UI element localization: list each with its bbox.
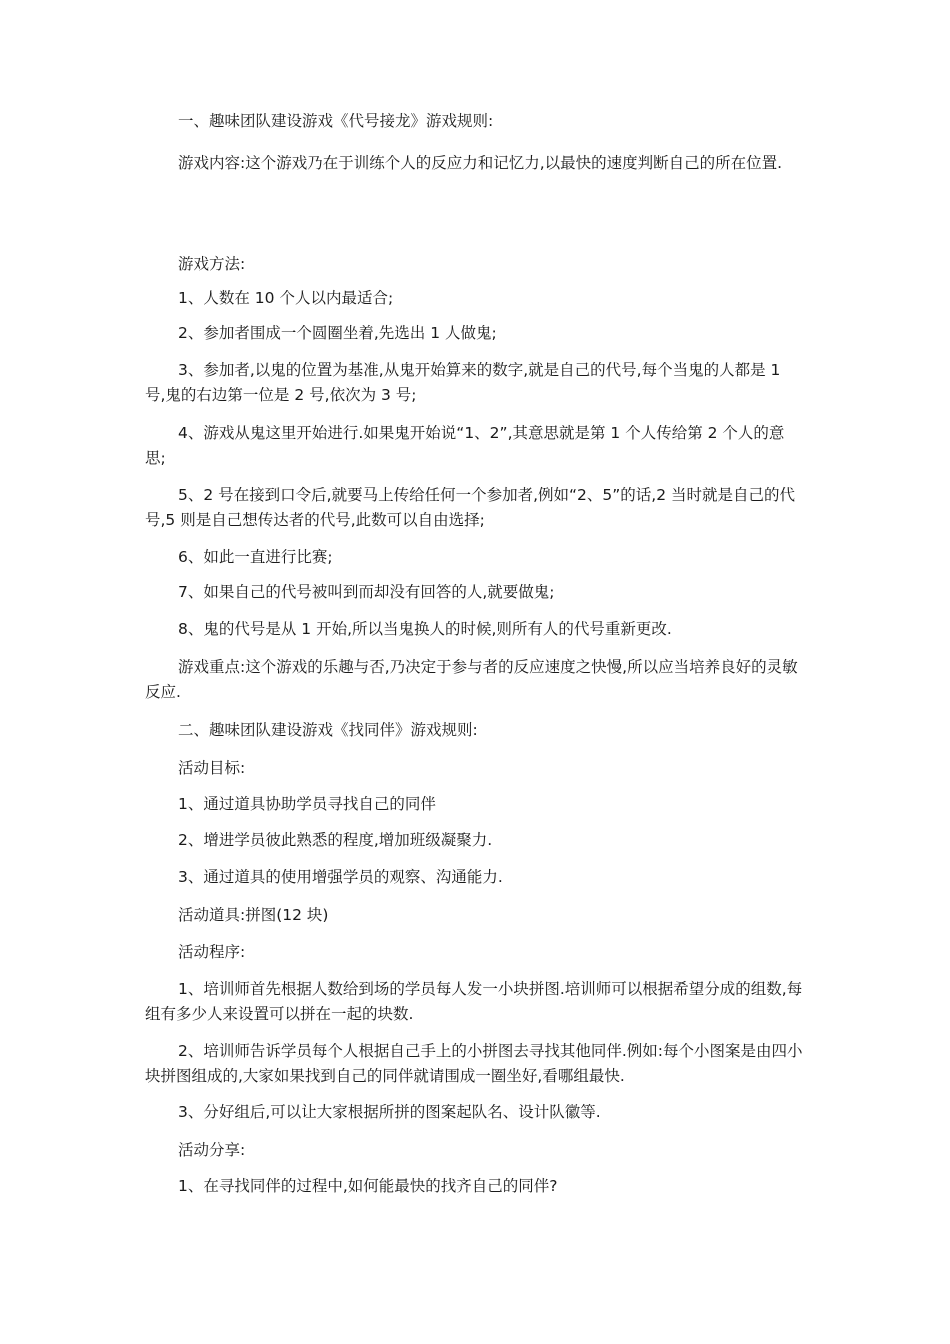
procedure-item-1: 1、培训师首先根据人数给到场的学员每人发一小块拼图.培训师可以根据希望分成的组数,每组有多少人来设置可以拼在一起的块数. (145, 980, 803, 1023)
game-key-points-paragraph: 游戏重点:这个游戏的乐趣与否,乃决定于参与者的反应速度之快慢,所以应当培养良好的灵敏反应. (145, 658, 798, 701)
method-item-1: 1、人数在 10 个人以内最适合; (178, 289, 394, 307)
method-item-7: 7、如果自己的代号被叫到而却没有回答的人,就要做鬼; (178, 583, 555, 601)
method-item-3: 3、参加者,以鬼的位置为基准,从鬼开始算来的数字,就是自己的代号,每个当鬼的人都是 1 号,鬼的右边第一位是 2 号,依次为 3 号; (145, 361, 781, 404)
procedure-item-3: 3、分好组后,可以让大家根据所拼的图案起队名、设计队徽等. (178, 1103, 601, 1121)
game-content-paragraph: 游戏内容:这个游戏乃在于训练个人的反应力和记忆力,以最快的速度判断自己的所在位置. (178, 154, 783, 172)
activity-props-paragraph: 活动道具:拼图(12 块) (178, 906, 329, 924)
method-item-4: 4、游戏从鬼这里开始进行.如果鬼开始说“1、2”,其意思就是第 1 个人传给第 2 个人的意思; (145, 424, 785, 467)
goal-item-3: 3、通过道具的使用增强学员的观察、沟通能力. (178, 868, 503, 886)
activity-procedure-label: 活动程序: (178, 943, 246, 961)
activity-sharing-label: 活动分享: (178, 1141, 246, 1159)
procedure-item-2: 2、培训师告诉学员每个人根据自己手上的小拼图去寻找其他同伴.例如:每个小图案是由四小块拼图组成的,大家如果找到自己的同伴就请围成一圈坐好,看哪组最快. (145, 1042, 803, 1085)
sharing-item-1: 1、在寻找同伴的过程中,如何能最快的找齐自己的同伴? (178, 1177, 558, 1195)
section-2-heading: 二、趣味团队建设游戏《找同伴》游戏规则: (178, 721, 478, 739)
method-item-5: 5、2 号在接到口令后,就要马上传给任何一个参加者,例如“2、5”的话,2 当时就是自己的代号,5 则是自己想传达者的代号,此数可以自由选择; (145, 486, 796, 529)
goal-item-1: 1、通过道具协助学员寻找自己的同伴 (178, 795, 436, 813)
method-item-2: 2、参加者围成一个圆圈坐着,先选出 1 人做鬼; (178, 324, 497, 342)
method-item-8: 8、鬼的代号是从 1 开始,所以当鬼换人的时候,则所有人的代号重新更改. (178, 620, 672, 638)
method-item-6: 6、如此一直进行比赛; (178, 548, 333, 566)
game-method-label: 游戏方法: (178, 255, 246, 273)
section-1-heading: 一、趣味团队建设游戏《代号接龙》游戏规则: (178, 112, 494, 130)
goal-item-2: 2、增进学员彼此熟悉的程度,增加班级凝聚力. (178, 831, 493, 849)
activity-goal-label: 活动目标: (178, 759, 246, 777)
